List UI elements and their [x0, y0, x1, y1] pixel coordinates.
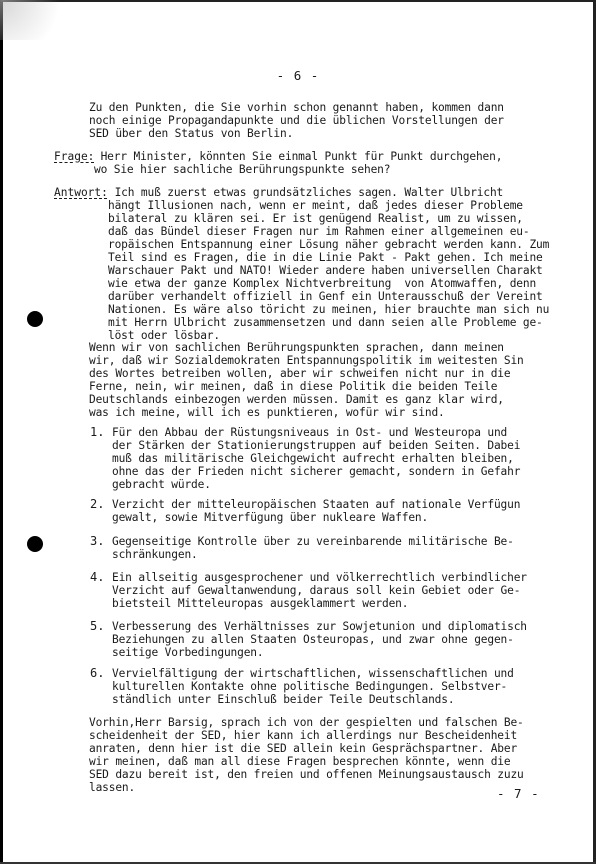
- point-2-text: Verzicht der mitteleuropäischen Staaten auf nationale Verfügun gewalt, sowie Mitverfügung über nukleare Waffen.: [112, 498, 521, 524]
- point-4-number: 4.: [90, 570, 105, 584]
- point-1-number: 1.: [90, 425, 105, 439]
- answer-text: Ich muß zuerst etwas grundsätzliches sagen. Walter Ulbricht hängt Illusionen nach, wenn er meint, daß jedes dieser Probleme bilateral zu klären sei. Er ist genügend Realist, um zu wissen, daß das Bündel dieser Fragen nur im Rahmen einer allgemeinen eu- ropäischen Entspannung einer Lösung näher gebracht werden kann. Zum Teil sind es Fragen, die in die Linie Pakt - Pakt gehen. Ich meine Warschauer Pakt und NATO! Wieder andere haben universellen Charakt wie etwa der ganze Komplex Nichtverbreitung von Atomwaffen, denn darüber verhandelt offiziell in Genf ein Unterausschuß der Vereint Nationen. Es wäre also töricht zu meinen, hier brauchte man sich nu mit Herrn Ulbricht zusammensetzen und dann seien alle Probleme ge- löst oder lösbar.: [108, 186, 550, 342]
- point-6-number: 6.: [90, 666, 105, 680]
- question-label: Frage:: [54, 150, 95, 163]
- point-2-number: 2.: [90, 497, 105, 511]
- scan-noise: [0, 0, 70, 40]
- point-3-number: 3.: [90, 534, 105, 548]
- point-5-text: Verbesserung des Verhältnisses zur Sowjetunion und diplomatisch Beziehungen zu allen Staaten Osteuropas, und zwar ohne gegen- seitige Vorbedingungen.: [112, 620, 527, 659]
- point-5-number: 5.: [90, 619, 105, 633]
- punch-hole-bottom: [27, 536, 43, 552]
- point-1-text: Für den Abbau der Rüstungsniveaus in Ost- und Westeuropa und der Stärken der Stationierungstruppen auf beiden Seiten. Dabei muß das militärische Gleichgewicht aufrecht erhalten bleiben, ohne das der Frieden nicht sicherer gemacht, sondern in Gefahr gebracht würde.: [112, 426, 521, 491]
- intro-paragraph: Zu den Punkten, die Sie vorhin schon genannt haben, kommen dann noch einige Propagandapunkte und die üblichen Vorstellungen der SED über den Status von Berlin.: [89, 101, 504, 140]
- closing-paragraph: Vorhin,Herr Barsig, sprach ich von der gespielten und falschen Be- scheidenheit der SED, hier kann ich allerdings nur Bescheidenheit anraten, denn hier ist die SED allein kein Gesprächspartner. Aber wir meinen, daß man all diese Fragen besprechen könnte, wenn die SED dazu bereit ist, den freien und offenen Meinungsaustausch zuzu lassen.: [89, 716, 524, 794]
- question-text: Herr Minister, könnten Sie einmal Punkt für Punkt durchgehen, wo Sie hier sachliche Berührungspunkte sehen?: [94, 150, 503, 176]
- answer-label: Antwort:: [54, 186, 108, 199]
- punch-hole-top: [27, 311, 43, 327]
- page-number: - 6 -: [276, 68, 320, 83]
- point-4-text: Ein allseitig ausgesprochener und völkerrechtlich verbindlicher Verzicht auf Gewaltanwendung, daraus soll kein Gebiet oder Ge- bietsteil Mitteleuropas ausgeklammert werden.: [112, 571, 527, 610]
- point-6-text: Vervielfältigung der wirtschaftlichen, wissenschaftlichen und kulturellen Kontakte ohne politische Bedingungen. Selbstver- ständlich unter Einschluß beider Teile Deutschlands.: [112, 667, 514, 706]
- paragraph-second: Wenn wir von sachlichen Berührungspunkten sprachen, dann meinen wir, daß wir Sozialdemokraten Entspannungspolitik im weitesten Sin des Wortes betreiben wollen, aber wir schweifen nicht nur in die Ferne, nein, wir meinen, daß in diese Politik die beiden Teile Deutschlands einbezogen werden müssen. Damit es ganz klar wird, was ich meine, will ich es punktieren, wofür wir sind.: [89, 341, 524, 419]
- point-3-text: Gegenseitige Kontrolle über zu vereinbarende militärische Be- schränkungen.: [112, 535, 514, 561]
- next-page-marker: - 7 -: [497, 786, 540, 801]
